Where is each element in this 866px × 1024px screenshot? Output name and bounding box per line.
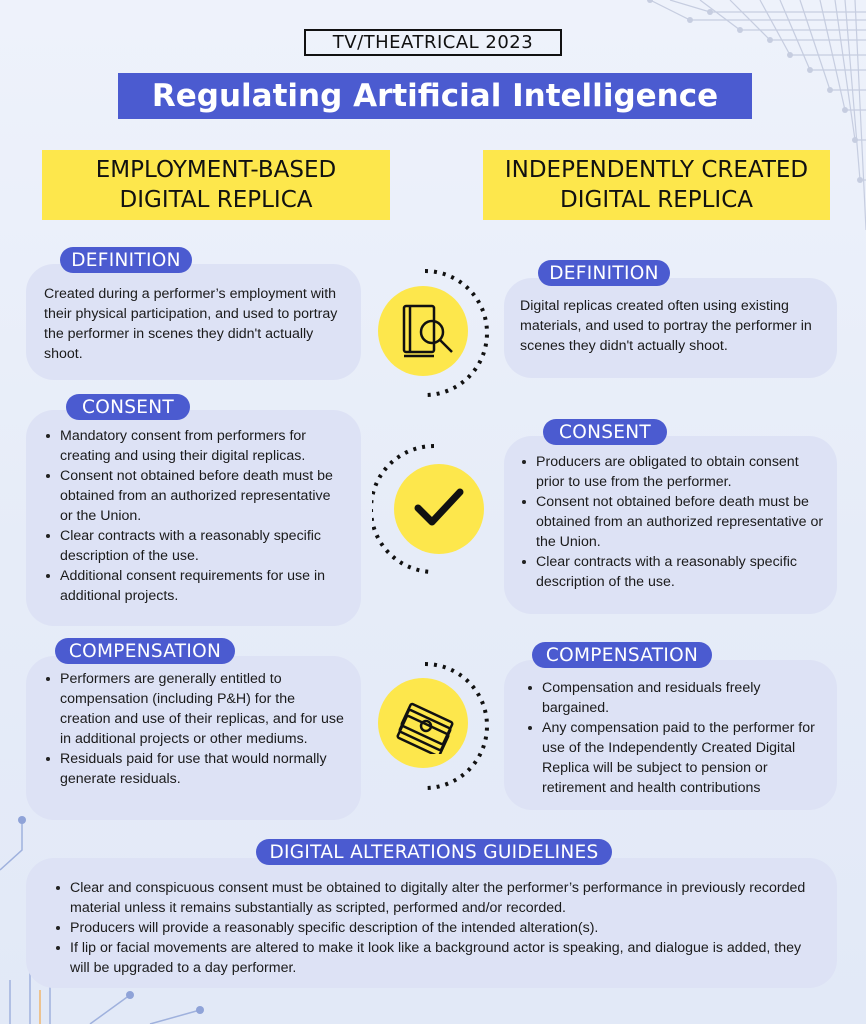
list-item: Producers will provide a reasonably specific description of the intended alteration(s). — [54, 918, 821, 938]
left-consent-label: CONSENT — [66, 394, 190, 420]
column-heading-line: DIGITAL REPLICA — [119, 187, 313, 213]
right-consent-card — [504, 436, 837, 614]
column-heading-line: DIGITAL REPLICA — [560, 187, 753, 213]
list-item: Clear contracts with a reasonably specific description of the use. — [520, 552, 825, 592]
column-heading-line: INDEPENDENTLY CREATED — [504, 157, 809, 183]
definition-text: Digital replicas created often using existing materials, and used to portray the performer in scenes they didn't actually shoot. — [520, 298, 812, 354]
left-compensation-card — [26, 656, 361, 820]
dashed-arc — [372, 440, 492, 580]
list-item: Additional consent requirements for use in additional projects. — [44, 566, 347, 606]
left-definition-card — [26, 264, 361, 380]
list-item: If lip or facial movements are altered to make it look like a background actor is speaking, and dialogue is added, they will be upgraded to a day performer. — [54, 938, 821, 978]
right-compensation-card — [504, 660, 837, 810]
right-compensation-label: COMPENSATION — [532, 642, 712, 668]
right-definition-label: DEFINITION — [538, 260, 670, 286]
list-item: Producers are obligated to obtain consent prior to use from the performer. — [520, 452, 825, 492]
list-item: Mandatory consent from performers for creating and using their digital replicas. — [44, 426, 347, 466]
list-item: Clear contracts with a reasonably specific description of the use. — [44, 526, 347, 566]
definition-text: Created during a performer’s employment with their physical participation, and used to portray the performer in scenes they didn't actually shoot. — [44, 286, 338, 362]
consent-icon-group — [372, 440, 492, 580]
list-item: Consent not obtained before death must be obtained from an authorized representative or the Union. — [520, 492, 825, 552]
dashed-arc — [370, 268, 490, 398]
list-item: Consent not obtained before death must be obtained from an authorized representative or the Union. — [44, 466, 347, 526]
list-item: Compensation and residuals freely bargained. — [526, 678, 825, 718]
list-item: Residuals paid for use that would normally generate residuals. — [44, 749, 347, 789]
guidelines-label: DIGITAL ALTERATIONS GUIDELINES — [256, 839, 612, 865]
book-magnifier-icon — [400, 300, 460, 364]
category-tag: TV/THEATRICAL 2023 — [304, 29, 562, 56]
icon-circle — [394, 464, 484, 554]
icon-circle — [378, 286, 468, 376]
dashed-arc — [370, 660, 490, 790]
right-consent-label: CONSENT — [543, 419, 667, 445]
column-heading-independently-created — [483, 150, 830, 220]
right-definition-card — [504, 278, 837, 378]
page-title: Regulating Artificial Intelligence — [118, 73, 752, 119]
circuit-decoration-top-right — [630, 0, 866, 260]
left-definition-label: DEFINITION — [60, 247, 192, 273]
icon-circle — [378, 678, 468, 768]
column-heading-employment-based — [42, 150, 390, 220]
list-item: Clear and conspicuous consent must be obtained to digitally alter the performer’s performance in previously recorded material unless it remains substantially as scripted, performed and/or recorded. — [54, 878, 821, 918]
list-item: Any compensation paid to the performer for use of the Independently Created Digital Replica will be subject to pension or retirement and health contributions — [526, 718, 825, 798]
compensation-icon-group — [370, 660, 490, 790]
column-heading-line: EMPLOYMENT-BASED — [95, 157, 337, 183]
money-stack-icon — [396, 698, 462, 754]
list-item: Performers are generally entitled to compensation (including P&H) for the creation and use of their replicas, and for use in additional projects or other mediums. — [44, 669, 347, 749]
left-compensation-label: COMPENSATION — [55, 638, 235, 664]
definition-icon-group — [370, 268, 490, 398]
checkmark-icon — [414, 488, 464, 528]
guidelines-card — [26, 858, 837, 988]
left-consent-card — [26, 410, 361, 626]
